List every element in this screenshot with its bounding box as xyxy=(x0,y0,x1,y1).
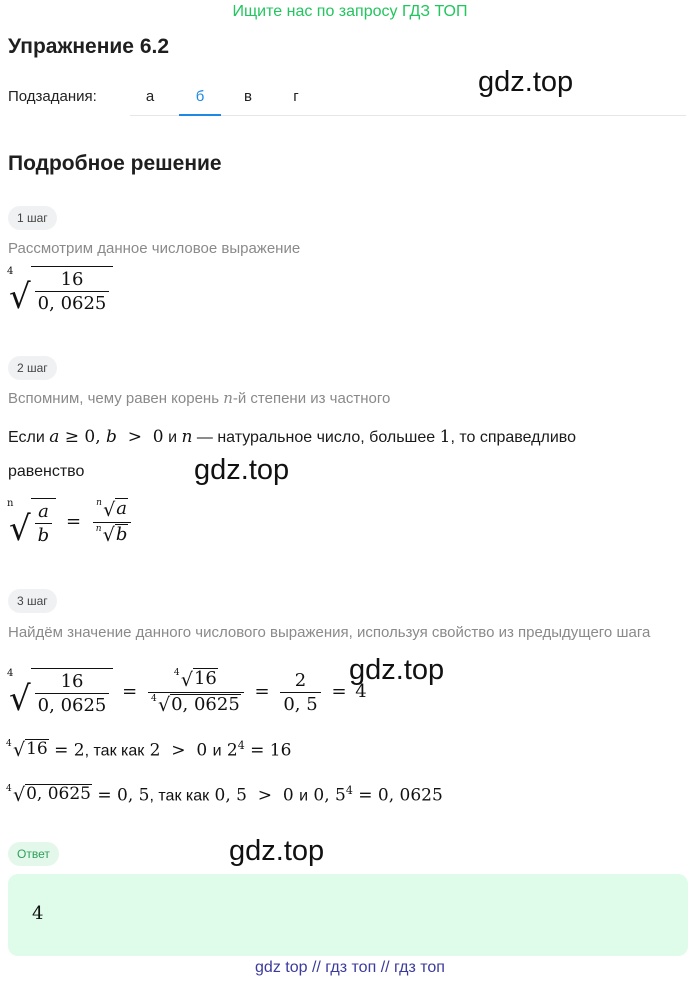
rule-text: Если a ≥ 0, b > 0 и n — натуральное число, большее 1, то справедливо xyxy=(8,427,576,447)
step-caption: Рассмотрим данное числовое выражение xyxy=(8,240,301,257)
rule-text-end: равенство xyxy=(8,463,85,480)
tab-v[interactable]: в xyxy=(244,88,252,105)
step-caption: Вспомним, чему равен корень n-й степени из частного xyxy=(8,389,391,407)
answer-box xyxy=(8,874,688,956)
step-badge: 3 шаг xyxy=(8,589,57,613)
watermark: gdz.top xyxy=(229,835,325,867)
footer-links[interactable]: gdz top // гдз топ // гдз топ xyxy=(255,959,445,976)
formula-rule: n √ $\frac{a}{b}$ = n √ a n √ b xyxy=(6,498,133,546)
step-badge: 1 шаг xyxy=(8,206,57,230)
formula-initial: 4 √ $\frac{16}{0, 0625}$ xyxy=(6,266,113,314)
tab-a[interactable]: а xyxy=(145,88,155,105)
formula-root0625: 4 √ 0, 0625 = 0, 5, так как 0, 5 > 0 и 0, $5^4 = 0$, 0625 xyxy=(6,783,443,806)
formula-root16: 4 √ 16 = 2, так как 2 > 0 и $2^4 = 16$ xyxy=(6,738,292,761)
step-caption: Найдём значение данного числового выражения, используя свойство из предыдущего шага xyxy=(8,624,651,641)
formula-calc: 4 √ $\frac{16}{0, 0625}$ = 4 √ 16 4 √ 0, 0625 = $\frac{2}{0, 5}$ = 4 xyxy=(7,668,367,720)
tab-b[interactable]: б xyxy=(179,88,221,116)
watermark: gdz.top xyxy=(194,454,290,486)
subtasks-label: Подзадания: xyxy=(8,88,97,105)
page-title: Упражнение 6.2 xyxy=(8,35,170,58)
watermark: gdz.top xyxy=(349,654,445,686)
promo-banner[interactable]: Ищите нас по запросу ГДЗ ТОП xyxy=(232,3,468,20)
answer-badge: Ответ xyxy=(8,842,59,866)
step-badge: 2 шаг xyxy=(8,356,57,380)
tab-g[interactable]: г xyxy=(293,88,299,105)
answer-value: 4 xyxy=(32,903,44,924)
watermark: gdz.top xyxy=(478,66,574,98)
section-title: Подробное решение xyxy=(8,152,222,175)
